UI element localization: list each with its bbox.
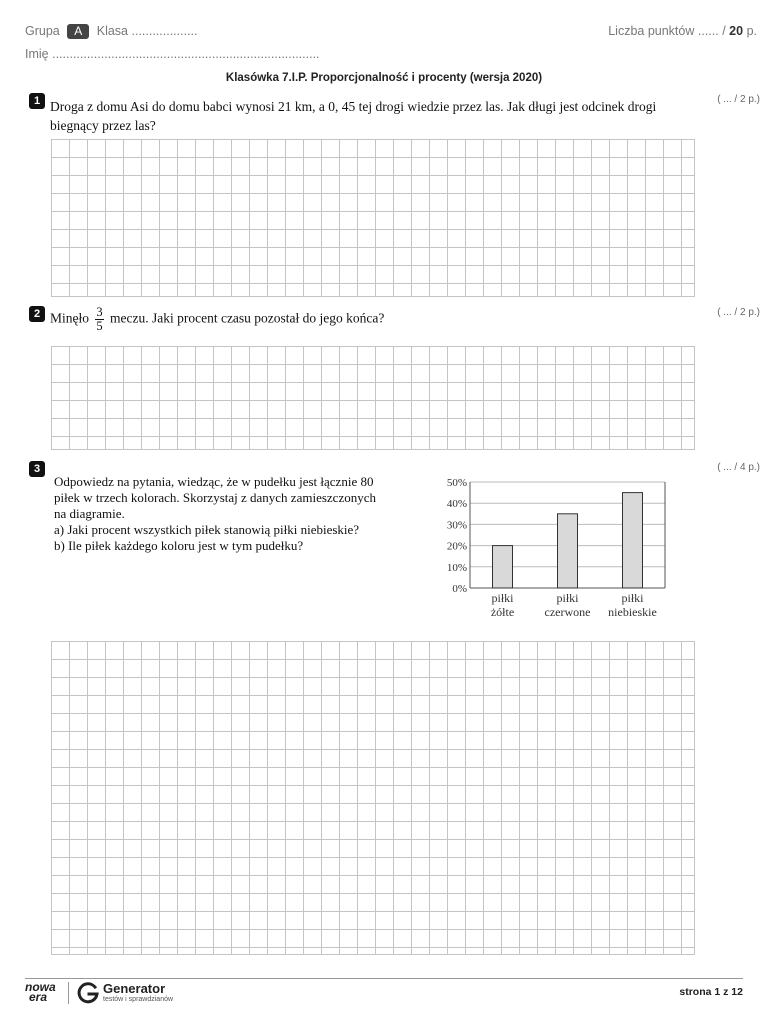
x-tick-label: piłki <box>491 591 514 605</box>
answer-grid-3[interactable] <box>51 641 695 955</box>
bar-chart <box>430 470 680 630</box>
question-3-line-1: Odpowiedz na pytania, wiedząc, że w pudełku jest łącznie 80 <box>54 474 374 489</box>
points-field[interactable]: ...... <box>697 24 719 38</box>
nowa-era-logo <box>25 982 61 1002</box>
generator-logo-icon <box>76 981 100 1005</box>
bar <box>623 493 643 588</box>
header-points <box>608 24 757 38</box>
bar <box>558 514 578 588</box>
question-2-points: ( ... / 2 p.) <box>717 307 760 318</box>
logo-bottom-text: era <box>29 990 48 1004</box>
fraction <box>95 306 103 333</box>
question-3-line-4: a) Jaki procent wszystkich piłek stanowią piłki niebieskie? <box>54 522 360 537</box>
question-3-points: ( ... / 4 p.) <box>717 462 760 473</box>
footer-divider <box>25 978 743 979</box>
points-separator: / <box>722 24 726 38</box>
question-3-number: 3 <box>29 461 45 477</box>
group-badge: A <box>67 24 89 39</box>
question-3-text <box>54 474 429 554</box>
question-1-text: Droga z domu Asi do domu babci wynosi 21 km, a 0, 45 tej drogi wiedzie przez las. Jak długi jest odcinek drogi biegnący przez las? <box>50 99 657 133</box>
question-3-line-3: na diagramie. <box>54 506 125 521</box>
bar <box>493 546 513 588</box>
group-label: Grupa <box>25 24 60 38</box>
page-number: strona 1 z 12 <box>679 986 743 998</box>
y-tick-label: 50% <box>446 477 467 489</box>
page-title: Klasówka 7.I.P. Proporcjonalność i procenty (wersja 2020) <box>225 72 543 84</box>
footer-logo-divider <box>68 982 69 1004</box>
logo-top-text: nowa <box>25 980 56 994</box>
answer-grid-2[interactable] <box>51 346 695 450</box>
header-name <box>25 47 320 61</box>
question-2-number: 2 <box>29 306 45 322</box>
brand-name: Generator <box>103 981 166 996</box>
points-total: 20 <box>729 24 744 38</box>
y-tick-label: 20% <box>446 540 467 553</box>
answer-grid-1[interactable] <box>51 139 695 297</box>
y-tick-label: 10% <box>446 561 467 574</box>
class-label: Klasa <box>96 24 129 38</box>
header-group <box>25 24 198 39</box>
y-tick-label: 0% <box>452 583 467 595</box>
points-unit: p. <box>746 24 757 38</box>
x-tick-label: czerwone <box>544 605 591 619</box>
question-3-line-5: b) Ile piłek każdego koloru jest w tym pudełku? <box>54 538 304 553</box>
question-1-number: 1 <box>29 93 45 109</box>
question-2-text-after: meczu. Jaki procent czasu pozostał do jego końca? <box>110 310 385 326</box>
name-field[interactable]: ............................................................................. <box>52 47 320 61</box>
x-tick-label: niebieskie <box>608 605 657 619</box>
fraction-denominator: 5 <box>96 319 103 333</box>
x-tick-label: żółte <box>490 605 515 619</box>
x-tick-label: piłki <box>621 591 644 605</box>
question-2-text-before: Minęło <box>50 310 89 326</box>
generator-brand <box>103 981 173 1003</box>
class-field[interactable]: ................... <box>131 24 198 38</box>
x-tick-label: piłki <box>556 591 579 605</box>
fraction-numerator: 3 <box>96 305 103 319</box>
question-3-line-2: piłek w trzech kolorach. Skorzystaj z danych zamieszczonych <box>54 490 376 505</box>
y-tick-label: 40% <box>446 498 467 511</box>
question-2-text <box>50 306 384 333</box>
points-label: Liczba punktów <box>608 24 695 38</box>
y-tick-label: 30% <box>446 519 467 532</box>
name-label: Imię <box>25 47 49 61</box>
brand-subtitle: testów i sprawdzianów <box>103 996 174 1003</box>
question-1-points: ( ... / 2 p.) <box>717 94 760 105</box>
